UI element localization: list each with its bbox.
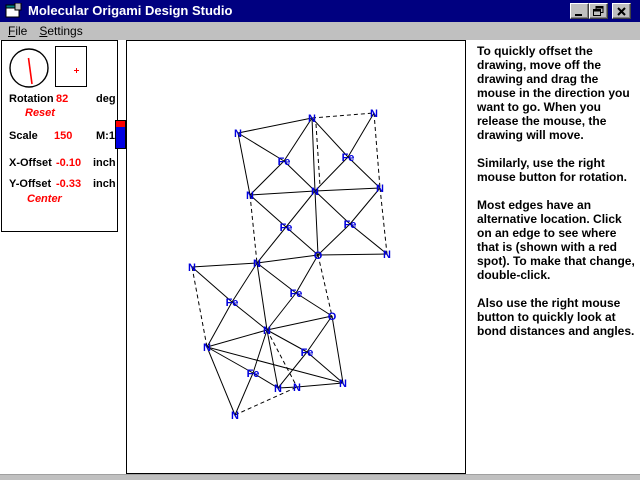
reset-button[interactable]: Reset <box>25 107 55 119</box>
bond-edge[interactable] <box>318 255 332 316</box>
help-paragraph: Most edges have an alternative location. Click on an edge to see where that is (shown with a red spot). To make that change, double-click. <box>477 198 635 282</box>
atom-label-n[interactable]: N <box>246 190 254 202</box>
scale-ratio-label: M:1 <box>96 130 115 142</box>
bond-edge[interactable] <box>192 267 207 347</box>
atom-label-n[interactable]: N <box>383 249 391 261</box>
atom-label-n[interactable]: N <box>203 342 211 354</box>
y-offset-label: Y-Offset <box>9 178 52 190</box>
client-area <box>0 40 640 474</box>
y-offset-value: -0.33 <box>56 178 82 190</box>
atom-label-n[interactable]: N <box>308 113 316 125</box>
restore-button[interactable] <box>589 3 608 19</box>
bond-edge[interactable] <box>312 113 374 118</box>
menu-settings[interactable]: Settings <box>39 24 83 38</box>
bond-edge[interactable] <box>315 191 318 255</box>
atom-label-n[interactable]: N <box>370 108 378 120</box>
atom-label-n[interactable]: N <box>293 382 301 394</box>
window-title: Molecular Origami Design Studio <box>28 3 233 18</box>
x-offset-value: -0.10 <box>56 157 82 169</box>
scale-gauge-thumb <box>116 121 125 127</box>
minimize-icon <box>574 7 585 16</box>
bond-edge[interactable] <box>316 124 320 186</box>
menu-file[interactable]: File <box>8 24 28 38</box>
atom-label-fe[interactable]: Fe <box>289 288 303 300</box>
atom-label-fe[interactable]: Fe <box>300 347 314 359</box>
bond-edge[interactable] <box>250 195 257 263</box>
bond-edge[interactable] <box>250 191 315 195</box>
bond-edge[interactable] <box>267 330 278 388</box>
offset-box[interactable] <box>55 46 87 87</box>
scale-label: Scale <box>9 130 38 142</box>
bond-edge[interactable] <box>297 383 343 387</box>
atom-label-n[interactable]: N <box>339 378 347 390</box>
bond-edge[interactable] <box>238 133 250 195</box>
molecule-drawing[interactable] <box>127 41 465 473</box>
atom-label-fe[interactable]: Fe <box>277 156 291 168</box>
y-offset-unit: inch <box>93 178 116 190</box>
help-paragraph: To quickly offset the drawing, move off the drawing and drag the mouse in the direction you want to go. When you release the mouse, the drawing will move. <box>477 44 630 142</box>
restore-icon <box>593 6 604 16</box>
bond-edge[interactable] <box>380 188 387 254</box>
atom-label-fe[interactable]: Fe <box>343 219 357 231</box>
atom-label-n[interactable]: N <box>274 383 282 395</box>
close-button[interactable] <box>612 3 631 19</box>
bond-edge[interactable] <box>238 118 312 133</box>
atom-label-n[interactable]: N <box>234 128 242 140</box>
window-bottom-edge <box>0 474 640 480</box>
center-button[interactable]: Center <box>27 193 62 205</box>
close-icon <box>617 7 626 16</box>
drawing-canvas[interactable] <box>126 40 466 474</box>
atom-label-n[interactable]: N <box>188 262 196 274</box>
rotation-needle <box>29 58 33 84</box>
controls-panel <box>1 40 118 232</box>
atom-label-fe[interactable]: Fe <box>341 152 355 164</box>
bond-edge[interactable] <box>207 347 235 415</box>
atom-label-fe[interactable]: Fe <box>279 222 293 234</box>
bond-edge[interactable] <box>257 255 318 263</box>
scale-gauge[interactable] <box>115 120 126 149</box>
bond-edge[interactable] <box>315 188 380 191</box>
menu-bar <box>0 22 640 40</box>
rotation-label: Rotation <box>9 93 54 105</box>
help-panel <box>477 44 638 352</box>
bond-edge[interactable] <box>374 113 380 188</box>
bond-edge[interactable] <box>318 254 387 255</box>
rotation-dial[interactable] <box>8 46 50 91</box>
atom-label-n[interactable]: N <box>376 183 384 195</box>
x-offset-unit: inch <box>93 157 116 169</box>
minimize-button[interactable] <box>570 3 589 19</box>
bond-edge[interactable] <box>332 316 343 383</box>
atom-label-n[interactable]: N <box>231 410 239 422</box>
bond-edge[interactable] <box>235 387 297 415</box>
bond-edge[interactable] <box>312 118 315 191</box>
help-paragraph: Similarly, use the right mouse button for rotation. <box>477 156 627 184</box>
x-offset-label: X-Offset <box>9 157 52 169</box>
atom-label-fe[interactable]: Fe <box>225 297 239 309</box>
title-bar[interactable] <box>0 0 640 22</box>
atom-label-o[interactable]: O <box>313 250 323 262</box>
atom-label-n[interactable]: N <box>253 258 261 270</box>
bond-edge[interactable] <box>207 330 267 347</box>
rotation-unit: deg <box>96 93 116 105</box>
atom-label-fe[interactable]: Fe <box>246 368 260 380</box>
bond-edge[interactable] <box>192 263 257 267</box>
atom-label-n[interactable]: N <box>311 186 319 198</box>
bond-edge[interactable] <box>257 263 267 330</box>
app-icon[interactable] <box>5 3 22 19</box>
atom-label-o[interactable]: O <box>327 311 337 323</box>
scale-value: 150 <box>54 130 73 142</box>
atom-label-n[interactable]: N <box>263 325 271 337</box>
help-paragraph: Also use the right mouse button to quickly look at bond distances and angles. <box>477 296 635 338</box>
rotation-value: 82 <box>56 93 69 105</box>
offset-marker-icon <box>74 68 79 73</box>
